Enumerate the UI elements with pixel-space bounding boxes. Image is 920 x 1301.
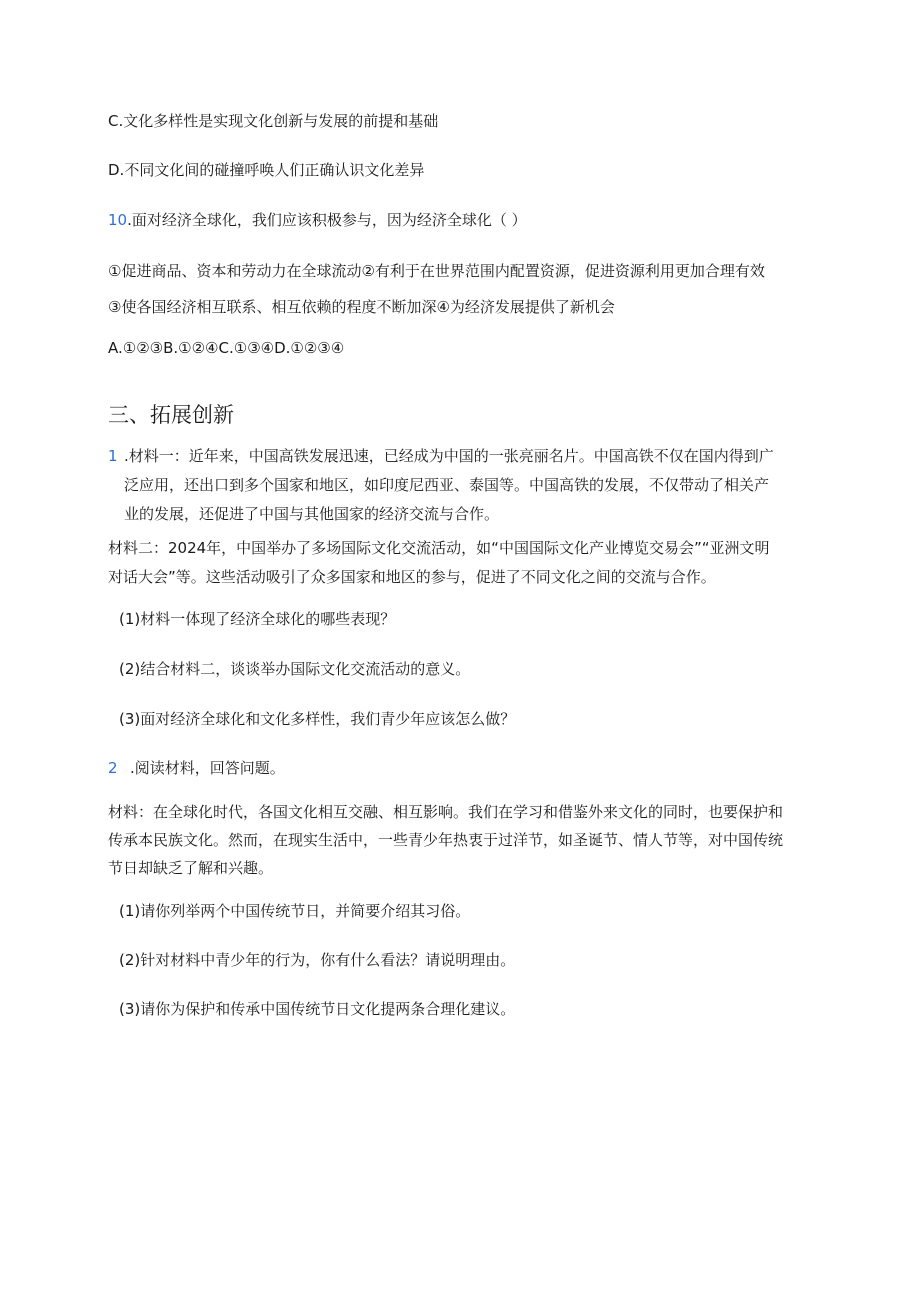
q10-number: 10 — [108, 211, 128, 229]
item2-stem: .阅读材料，回答问题。 — [130, 759, 285, 777]
item1-number: 1 — [108, 447, 118, 465]
q9-option-c: C.文化多样性是实现文化创新与发展的前提和基础 — [108, 112, 439, 130]
item1-material1-line3: 业的发展，还促进了中国与其他国家的经济交流与合作。 — [124, 505, 500, 523]
q10-stem: .面对经济全球化，我们应该积极参与，因为经济全球化（ ） — [127, 211, 527, 229]
q10-options: A.①②③B.①②④C.①③④D.①②③④ — [108, 339, 345, 357]
q10-statements-line2: ③使各国经济相互联系、相互依赖的程度不断加深④为经济发展提供了新机会 — [108, 298, 615, 316]
item2-number: 2 — [108, 759, 118, 777]
item1-question2: (2)结合材料二，谈谈举办国际文化交流活动的意义。 — [119, 660, 471, 678]
q10-statements-line1: ①促进商品、资本和劳动力在全球流动②有利于在世界范围内配置资源，促进资源利用更加合理有效 — [108, 262, 765, 280]
item1-material1-line1: .材料一：近年来，中国高铁发展迅速，已经成为中国的一张亮丽名片。中国高铁不仅在国内得到广 — [124, 447, 774, 465]
item2-question3: (3)请你为保护和传承中国传统节日文化提两条合理化建议。 — [119, 1000, 516, 1018]
item1-material2-line2: 对话大会”等。这些活动吸引了众多国家和地区的参与，促进了不同文化之间的交流与合作。 — [108, 568, 716, 586]
item1-question1: (1)材料一体现了经济全球化的哪些表现？ — [119, 610, 396, 628]
item2-material-line1: 材料：在全球化时代，各国文化相互交融、相互影响。我们在学习和借鉴外来文化的同时，也要保护和 — [108, 803, 784, 821]
q10-stem-line — [108, 210, 527, 230]
item2-material-line2: 传承本民族文化。然而，在现实生活中，一些青少年热衷于过洋节，如圣诞节、情人节等，对中国传统 — [108, 831, 784, 849]
item1-material2-line1: 材料二：2024年，中国举办了多场国际文化交流活动，如“中国国际文化产业博览交易会”“亚洲文明 — [108, 539, 770, 557]
section-title: 三、拓展创新 — [108, 403, 234, 427]
q9-option-d: D.不同文化间的碰撞呼唤人们正确认识文化差异 — [108, 161, 425, 179]
item2-question1: (1)请你列举两个中国传统节日，并简要介绍其习俗。 — [119, 902, 471, 920]
item1-material1-line2: 泛应用，还出口到多个国家和地区，如印度尼西亚、泰国等。中国高铁的发展，不仅带动了相关产 — [124, 476, 770, 494]
item1-question3: (3)面对经济全球化和文化多样性，我们青少年应该怎么做？ — [119, 710, 516, 728]
item2-material-line3: 节日却缺乏了解和兴趣。 — [108, 859, 274, 877]
item2-question2: (2)针对材料中青少年的行为，你有什么看法？请说明理由。 — [119, 951, 516, 969]
